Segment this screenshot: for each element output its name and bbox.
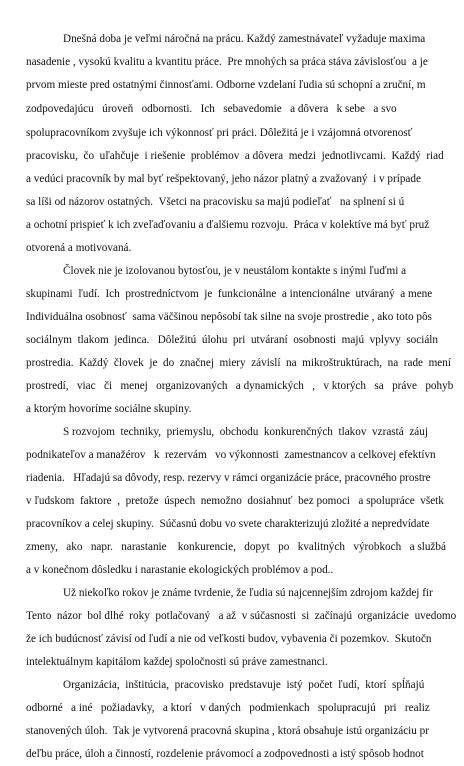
paragraph-line: a v konečnom dôsledku i narastanie ekologických problémov a pod.. — [26, 564, 334, 576]
paragraph-line: sa líši od názorov ostatných. Všetci na pracovisku sa majú podieľať na splnení si ú — [26, 196, 405, 208]
paragraph-line: Individuálna osobnosť sama väčšinou nepôsobí tak silne na svoje prostredie , ako toto pôs — [26, 311, 432, 323]
paragraph-line: Tento názor bol dlhé roky potlačovaný a až v súčasnosti si začínajú organizácie uvedomo — [26, 610, 457, 622]
paragraph-line: že ich budúcnosť závisí od ľudí a nie od veľkosti budov, vybavenia či pozemkov. Skutočn — [26, 633, 432, 645]
paragraph-line: Človek nie je izolovanou bytosťou, je v neustálom kontakte s inými ľuďmi a — [63, 265, 407, 277]
paragraph-line: skupinami ľudí. Ich prostredníctvom je funkcionálne a intencionálne utváraný a mene — [26, 288, 433, 300]
paragraph-line: riadenia. Hľadajú sa dôvody, resp. rezervy v rámci organizácie práce, pracovného prostre — [26, 472, 431, 484]
paragraph-line: podnikateľov a manažérov k rezervám vo výkonnosti zamestnancov a celkovej efektívn — [26, 449, 436, 461]
paragraph-line: a ktorým hovoríme sociálne skupiny. — [26, 403, 192, 415]
paragraph-line: stanovených úloh. Tak je vytvorená pracovná skupina , ktorá obsahuje istú organizáciu pr — [26, 725, 429, 737]
paragraph-line: S rozvojom techniky, priemyslu, obchodu konkurenčných tlakov vzrastá záuj — [63, 426, 428, 438]
paragraph-line: pracovisku, čo uľahčuje i riešenie problémov a dôvera medzi jednotlivcami. Každý riad — [26, 150, 444, 162]
paragraph-line: zodpovedajúcu úroveň odbornosti. Ich sebavedomie a dôvera k sebe a svo — [26, 103, 397, 115]
paragraph-line: prostredí, viac či menej organizovaných a dynamických , v ktorých sa práve pohyb — [26, 380, 454, 392]
paragraph-line: sociálnym tlakom jedinca. Dôležitú úlohu pri utváraní osobnosti majú vplyvy sociáln — [26, 334, 439, 346]
paragraph-line: Už niekoľko rokov je známe tvrdenie, že ľudia sú najcennejším zdrojom každej fir — [63, 587, 433, 599]
paragraph-line: otvorená a motivovaná. — [26, 242, 132, 254]
paragraph-line: v ľudskom faktore , pretože úspech nemožno dosiahnuť bez pomoci a spolupráce všetk — [26, 495, 444, 507]
paragraph-line: nasadenie , vysokú kvalitu a kvantitu práce. Pre mnohých sa práca stáva závislosťou a je — [26, 56, 428, 68]
paragraph-line: prvom mieste pred ostatnými činnosťami. Odborne vzdelaní ľudia sú schopní a zruční, m — [26, 79, 426, 91]
paragraph-line: Dnešná doba je veľmi náročná na prácu. Každý zamestnávateľ vyžaduje maxima — [63, 33, 426, 45]
paragraph-line: a ochotní prispieť k ich zveľaďovaniu a ďalšiemu rozvoju. Práca v kolektíve má byť pruž — [26, 219, 430, 231]
paragraph-line: a vedúci pracovník by mal byť rešpektovaný, jeho názor platný a zvažovaný i v prípade — [26, 173, 421, 185]
paragraph-line: zmeny, ako napr. narastanie konkurencie, dopyt po kvalitných výrobkoch a službá — [26, 541, 446, 553]
paragraph-line: Organizácia, inštitúcia, pracovisko predstavuje istý počet ľudí, ktorí spĺňajú — [63, 679, 425, 691]
paragraph-line: odborné a iné požiadavky, a ktorí v daných podmienkach spolupracujú pri realiz — [26, 702, 430, 714]
paragraph-line: deľbu práce, úloh a činností, rozdelenie právomocí a zodpovednosti a istý spôsob hodnot — [26, 748, 424, 760]
paragraph-line: pracovníkov a celej skupiny. Súčasnú dobu vo svete charakterizujú zložité a nepredvídate — [26, 518, 430, 530]
paragraph-line: spolupracovníkom zvyšuje ich výkonnosť pri práci. Dôležitá je i vzájomná otvorenosť — [26, 127, 413, 139]
paragraph-line: intelektuálnym kapitálom každej spoločnosti sú práve zamestnanci. — [26, 656, 328, 668]
paragraph-line: prostredia. Každý človek je do značnej miery závislí na mikroštruktúrach, na rade mení — [26, 357, 451, 369]
